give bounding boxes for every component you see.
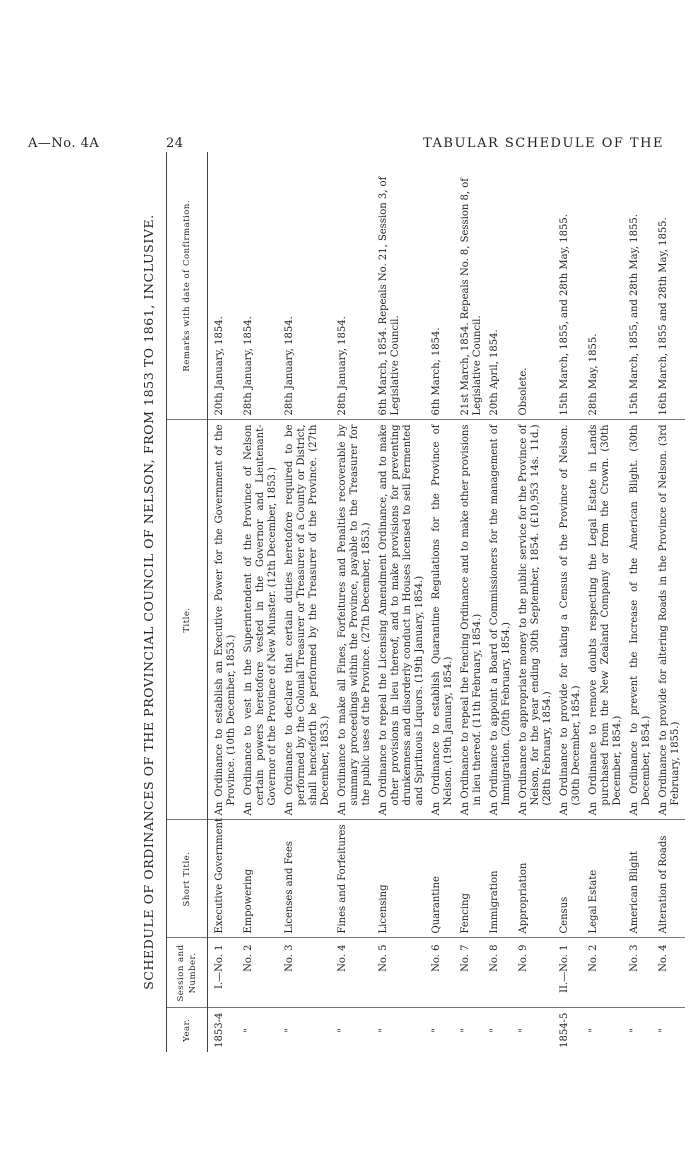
year-cell: 1853-4 xyxy=(214,1012,225,1048)
col-short-title: Short Title. xyxy=(167,820,208,938)
table-header-row xyxy=(167,152,208,1052)
number-cell: No. 5 xyxy=(376,938,429,1008)
short-title-cell: Legal Estate xyxy=(586,820,627,938)
year-cell: " xyxy=(489,1027,500,1033)
col-title: Title. xyxy=(167,420,208,820)
number-cell: No. 7 xyxy=(458,938,487,1008)
table-row xyxy=(429,152,458,1052)
col-session: Session and Number. xyxy=(167,938,208,1008)
short-title-cell: Alteration of Roads xyxy=(656,820,685,938)
table-row xyxy=(586,152,627,1052)
remarks-cell: 20th April, 1854. xyxy=(487,152,516,420)
table-row xyxy=(516,152,557,1052)
running-title: TABULAR SCHEDULE OF THE xyxy=(423,136,664,151)
title-cell: An Ordinance to repeal the Licensing Amendment Ordinance, and to make other provisions in lieu thereof, and to make provisions for preventing drunkenness and disorderly conduct in Houses licensed to sell Fermented and Spirituous Liquors. (19th January, 1854.) xyxy=(376,420,429,820)
table-row xyxy=(282,152,335,1052)
title-cell: An Ordinance to provide for taking a Census of the Province of Nelson. (30th December, 1854.) xyxy=(557,420,586,820)
year-cell: " xyxy=(588,1027,599,1033)
short-title-cell: Fines and Forfeitures xyxy=(335,820,376,938)
remarks-cell: 28th May, 1855. xyxy=(586,152,627,420)
number-cell: No. 8 xyxy=(487,938,516,1008)
short-title-cell: Licensing xyxy=(376,820,429,938)
table-body xyxy=(208,152,686,1052)
remarks-cell: 20th January, 1854. xyxy=(208,152,242,420)
short-title-cell: Executive Government xyxy=(208,820,242,938)
year-cell: " xyxy=(431,1027,442,1033)
remarks-cell: 28th January, 1854. xyxy=(335,152,376,420)
number-cell: No. 4 xyxy=(335,938,376,1008)
table-row xyxy=(656,152,685,1052)
table-row xyxy=(487,152,516,1052)
table-row xyxy=(376,152,429,1052)
year-cell: " xyxy=(284,1027,295,1033)
title-cell: An Ordinance to remove doubts respecting the Legal Estate in Lands purchased from the New Zealand Company or from the Crown. (30th December, 1854.) xyxy=(586,420,627,820)
short-title-cell: Appropriation xyxy=(516,820,557,938)
title-cell: An Ordinance to prevent the Increase of the American Blight. (30th December, 1854.) xyxy=(627,420,656,820)
remarks-cell: 15th March, 1855, and 28th May, 1855. xyxy=(557,152,586,420)
number-cell: No. 2 xyxy=(586,938,627,1008)
document-reference: A—No. 4A xyxy=(28,136,100,151)
title-cell: An Ordinance to appoint a Board of Commissioners for the management of Immigration. (20th February, 1854.) xyxy=(487,420,516,820)
col-year: Year. xyxy=(167,1008,208,1052)
remarks-cell: Obsolete. xyxy=(516,152,557,420)
title-cell: An Ordinance to vest in the Superintendent of the Province of Nelson certain powers heretofore vested in the Governor and Lieutenant-Governor of the Province of New Munster. (12th December, 1853.) xyxy=(241,420,282,820)
table-row xyxy=(627,152,656,1052)
remarks-cell: 21st March, 1854. Repeals No. 8, Session 8, of Legislative Council. xyxy=(458,152,487,420)
number-cell: No. 3 xyxy=(282,938,335,1008)
title-cell: An Ordinance to make all Fines, Forfeitures and Penalties recoverable by summary proceedings within the Province, payable to the Treasurer for the public uses of the Province. (27th December, 1853.) xyxy=(335,420,376,820)
title-cell: An Ordinance to establish Quarantine Regulations for the Province of Nelson. (19th January, 1854.) xyxy=(429,420,458,820)
remarks-cell: 6th March, 1854. xyxy=(429,152,458,420)
number-cell: No. 4 xyxy=(656,938,685,1008)
page-number: 24 xyxy=(166,136,184,151)
short-title-cell: Fencing xyxy=(458,820,487,938)
year-cell: " xyxy=(658,1027,669,1033)
year-cell: " xyxy=(378,1027,389,1033)
number-cell: No. 6 xyxy=(429,938,458,1008)
title-cell: An Ordinance to declare that certain duties heretofore required to be performed by the Colonial Treasurer or Treasurer of a County or District, shall henceforth be performed by the Treasurer of the Province. (27th December, 1853.) xyxy=(282,420,335,820)
schedule-title: SCHEDULE OF ORDINANCES OF THE PROVINCIAL COUNCIL OF NELSON, FROM 1853 TO 1861, INCLUSIVE. xyxy=(141,214,156,990)
remarks-cell: 15th March, 1855, and 28th May, 1855. xyxy=(627,152,656,420)
year-cell: " xyxy=(337,1027,348,1033)
year-cell: 1854-5 xyxy=(559,1012,570,1048)
short-title-cell: American Blight xyxy=(627,820,656,938)
table-row xyxy=(208,152,242,1052)
table-row xyxy=(458,152,487,1052)
table-row xyxy=(241,152,282,1052)
remarks-cell: 6th March, 1854. Repeals No. 21, Session 3, of Legislative Council. xyxy=(376,152,429,420)
short-title-cell: Census xyxy=(557,820,586,938)
table-row xyxy=(557,152,586,1052)
year-cell: " xyxy=(629,1027,640,1033)
short-title-cell: Empowering xyxy=(241,820,282,938)
number-cell: No. 3 xyxy=(627,938,656,1008)
col-remarks: Remarks with date of Confirmation. xyxy=(167,152,208,420)
number-cell: No. 9 xyxy=(516,938,557,1008)
ordinances-table xyxy=(166,152,685,1052)
short-title-cell: Immigration xyxy=(487,820,516,938)
year-cell: " xyxy=(460,1027,471,1033)
remarks-cell: 16th March, 1855 and 28th May, 1855. xyxy=(656,152,685,420)
title-cell: An Ordinance to establish an Executive Power for the Government of the Province. (10th December, 1853.) xyxy=(208,420,242,820)
table-row xyxy=(335,152,376,1052)
short-title-cell: Quarantine xyxy=(429,820,458,938)
short-title-cell: Licenses and Fees xyxy=(282,820,335,938)
title-cell: An Ordinance to appropriate money to the public service for the Province of Nelson, for the year ending 30th September, 1854. (£10,953 14s. 11d.) (28th February, 1854.) xyxy=(516,420,557,820)
remarks-cell: 28th January, 1854. xyxy=(282,152,335,420)
number-cell: I.—No. 1 xyxy=(208,938,242,1008)
title-cell: An Ordinance to repeal the Fencing Ordinance and to make other provisions in lieu thereof. (11th February, 1854.) xyxy=(458,420,487,820)
rotated-schedule xyxy=(140,152,681,1052)
title-cell: An Ordinance to provide for altering Roads in the Province of Nelson. (3rd February, 1855.) xyxy=(656,420,685,820)
year-cell: " xyxy=(243,1027,254,1033)
number-cell: II.—No. 1 xyxy=(557,938,586,1008)
year-cell: " xyxy=(518,1027,529,1033)
remarks-cell: 28th January, 1854. xyxy=(241,152,282,420)
number-cell: No. 2 xyxy=(241,938,282,1008)
